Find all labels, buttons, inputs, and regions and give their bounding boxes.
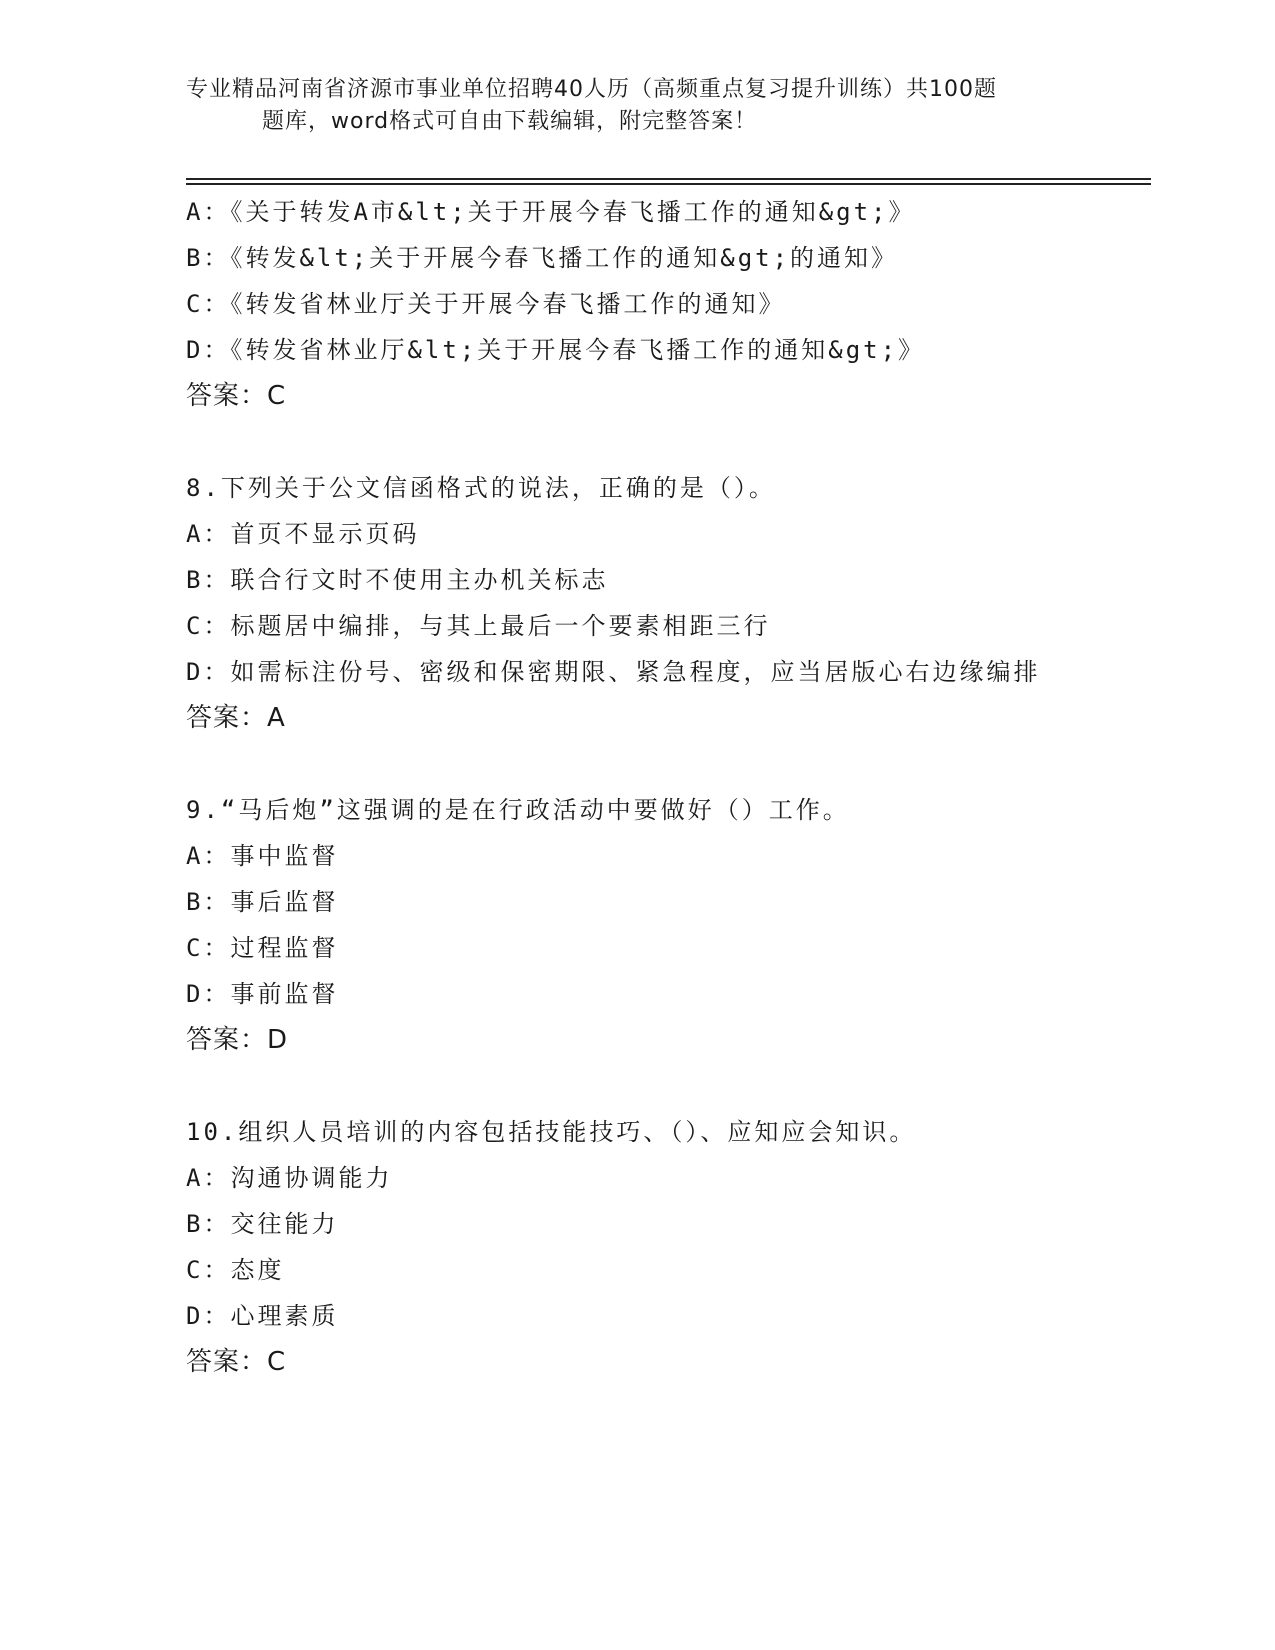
question-text: 10.组织人员培训的内容包括技能技巧、（）、应知应会知识。 (186, 1118, 917, 1146)
answer-line: 答案：D (186, 1025, 289, 1055)
header-divider-bottom (186, 183, 1151, 185)
document-body (186, 189, 1086, 1385)
question-7 (186, 189, 1086, 419)
option-c: C：《转发省林业厅关于开展今春飞播工作的通知》 (186, 290, 786, 318)
question-9 (186, 787, 1086, 1063)
option-b: B：交往能力 (186, 1210, 339, 1238)
option-d: D：《转发省林业厅&lt;关于开展今春飞播工作的通知&gt;》 (186, 336, 926, 364)
document-header (186, 74, 1066, 138)
option-b: B：事后监督 (186, 888, 339, 916)
question-text: 9.“马后炮”这强调的是在行政活动中要做好（）工作。 (186, 796, 850, 824)
header-divider-top (186, 178, 1151, 180)
option-a: A：《关于转发A市&lt;关于开展今春飞播工作的通知&gt;》 (186, 198, 916, 226)
option-d: D：如需标注份号、密级和保密期限、紧急程度，应当居版心右边缘编排 (186, 658, 1041, 686)
option-d: D：事前监督 (186, 980, 339, 1008)
header-title-line1: 专业精品河南省济源市事业单位招聘40人历（高频重点复习提升训练）共100题 (186, 77, 997, 102)
question-8 (186, 465, 1086, 741)
question-10 (186, 1109, 1086, 1385)
option-c: C：态度 (186, 1256, 285, 1284)
option-c: C：标题居中编排，与其上最后一个要素相距三行 (186, 612, 771, 640)
option-d: D：心理素质 (186, 1302, 339, 1330)
option-b: B：联合行文时不使用主办机关标志 (186, 566, 609, 594)
option-b: B：《转发&lt;关于开展今春飞播工作的通知&gt;的通知》 (186, 244, 899, 272)
answer-line: 答案：A (186, 703, 286, 733)
question-text: 8.下列关于公文信函格式的说法，正确的是（）。 (186, 474, 776, 502)
header-title-line2: 题库，word格式可自由下载编辑，附完整答案！ (262, 109, 758, 134)
option-c: C：过程监督 (186, 934, 339, 962)
option-a: A：沟通协调能力 (186, 1164, 393, 1192)
option-a: A：首页不显示页码 (186, 520, 420, 548)
answer-line: 答案：C (186, 381, 287, 411)
option-a: A：事中监督 (186, 842, 339, 870)
answer-line: 答案：C (186, 1347, 287, 1377)
